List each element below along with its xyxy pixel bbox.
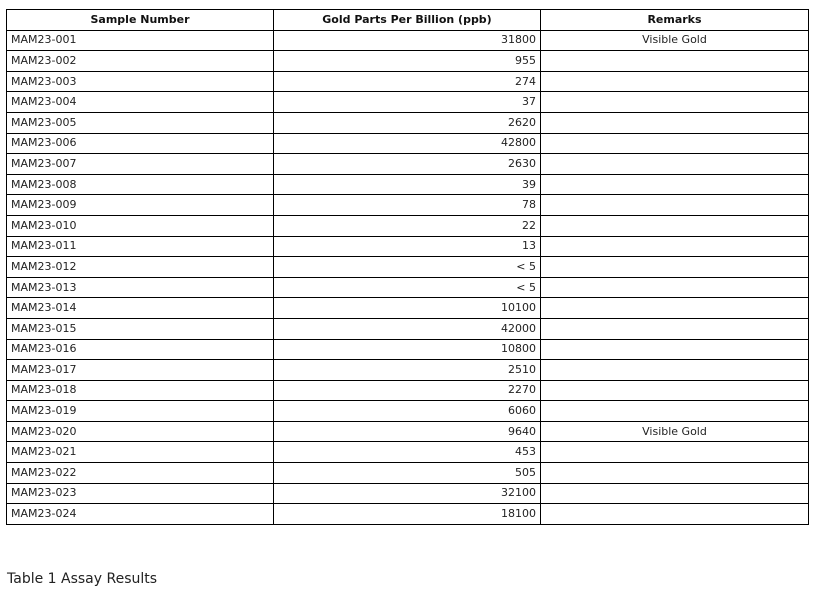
table-row xyxy=(7,112,809,133)
sample-number-cell: MAM23-004 xyxy=(7,92,274,113)
table-header-row xyxy=(7,10,809,31)
sample-number-cell: MAM23-006 xyxy=(7,133,274,154)
remarks-cell xyxy=(541,504,809,525)
sample-number-cell: MAM23-024 xyxy=(7,504,274,525)
remarks-cell xyxy=(541,442,809,463)
gold-ppb-cell: 2270 xyxy=(274,380,541,401)
gold-ppb-cell: 10800 xyxy=(274,339,541,360)
table-row xyxy=(7,71,809,92)
assay-results-table xyxy=(6,9,809,525)
remarks-cell xyxy=(541,463,809,484)
remarks-cell xyxy=(541,339,809,360)
remarks-cell xyxy=(541,71,809,92)
gold-ppb-cell: 955 xyxy=(274,51,541,72)
gold-ppb-cell: < 5 xyxy=(274,277,541,298)
sample-number-cell: MAM23-007 xyxy=(7,154,274,175)
table-row xyxy=(7,504,809,525)
table-row xyxy=(7,30,809,51)
table-row xyxy=(7,154,809,175)
gold-ppb-cell: < 5 xyxy=(274,257,541,278)
remarks-cell xyxy=(541,112,809,133)
remarks-cell xyxy=(541,360,809,381)
gold-ppb-cell: 2620 xyxy=(274,112,541,133)
remarks-cell xyxy=(541,318,809,339)
remarks-cell: Visible Gold xyxy=(541,421,809,442)
sample-number-cell: MAM23-021 xyxy=(7,442,274,463)
gold-ppb-cell: 2510 xyxy=(274,360,541,381)
remarks-cell xyxy=(541,236,809,257)
sample-number-cell: MAM23-011 xyxy=(7,236,274,257)
remarks-cell xyxy=(541,483,809,504)
header-gold-ppb: Gold Parts Per Billion (ppb) xyxy=(274,10,541,31)
table-row xyxy=(7,401,809,422)
table-row xyxy=(7,51,809,72)
sample-number-cell: MAM23-019 xyxy=(7,401,274,422)
gold-ppb-cell: 22 xyxy=(274,215,541,236)
table-row xyxy=(7,463,809,484)
table-row xyxy=(7,339,809,360)
sample-number-cell: MAM23-014 xyxy=(7,298,274,319)
remarks-cell: Visible Gold xyxy=(541,30,809,51)
sample-number-cell: MAM23-002 xyxy=(7,51,274,72)
table-row xyxy=(7,421,809,442)
table-row xyxy=(7,92,809,113)
remarks-cell xyxy=(541,51,809,72)
gold-ppb-cell: 39 xyxy=(274,174,541,195)
gold-ppb-cell: 2630 xyxy=(274,154,541,175)
table-row xyxy=(7,380,809,401)
table-row xyxy=(7,277,809,298)
table-row xyxy=(7,318,809,339)
gold-ppb-cell: 274 xyxy=(274,71,541,92)
sample-number-cell: MAM23-022 xyxy=(7,463,274,484)
table-row xyxy=(7,215,809,236)
gold-ppb-cell: 9640 xyxy=(274,421,541,442)
remarks-cell xyxy=(541,133,809,154)
table-row xyxy=(7,360,809,381)
gold-ppb-cell: 42000 xyxy=(274,318,541,339)
table-row xyxy=(7,174,809,195)
remarks-cell xyxy=(541,92,809,113)
sample-number-cell: MAM23-020 xyxy=(7,421,274,442)
sample-number-cell: MAM23-001 xyxy=(7,30,274,51)
table-row xyxy=(7,257,809,278)
sample-number-cell: MAM23-013 xyxy=(7,277,274,298)
table-row xyxy=(7,483,809,504)
sample-number-cell: MAM23-008 xyxy=(7,174,274,195)
sample-number-cell: MAM23-003 xyxy=(7,71,274,92)
table-row xyxy=(7,195,809,216)
table-body xyxy=(7,30,809,524)
sample-number-cell: MAM23-017 xyxy=(7,360,274,381)
remarks-cell xyxy=(541,257,809,278)
gold-ppb-cell: 42800 xyxy=(274,133,541,154)
sample-number-cell: MAM23-009 xyxy=(7,195,274,216)
gold-ppb-cell: 37 xyxy=(274,92,541,113)
sample-number-cell: MAM23-015 xyxy=(7,318,274,339)
gold-ppb-cell: 31800 xyxy=(274,30,541,51)
gold-ppb-cell: 32100 xyxy=(274,483,541,504)
sample-number-cell: MAM23-018 xyxy=(7,380,274,401)
sample-number-cell: MAM23-016 xyxy=(7,339,274,360)
sample-number-cell: MAM23-023 xyxy=(7,483,274,504)
sample-number-cell: MAM23-010 xyxy=(7,215,274,236)
gold-ppb-cell: 6060 xyxy=(274,401,541,422)
table-row xyxy=(7,442,809,463)
remarks-cell xyxy=(541,380,809,401)
header-remarks: Remarks xyxy=(541,10,809,31)
gold-ppb-cell: 10100 xyxy=(274,298,541,319)
sample-number-cell: MAM23-012 xyxy=(7,257,274,278)
remarks-cell xyxy=(541,215,809,236)
table-row xyxy=(7,236,809,257)
gold-ppb-cell: 18100 xyxy=(274,504,541,525)
table-row xyxy=(7,133,809,154)
remarks-cell xyxy=(541,298,809,319)
sample-number-cell: MAM23-005 xyxy=(7,112,274,133)
gold-ppb-cell: 13 xyxy=(274,236,541,257)
remarks-cell xyxy=(541,195,809,216)
remarks-cell xyxy=(541,401,809,422)
remarks-cell xyxy=(541,154,809,175)
gold-ppb-cell: 78 xyxy=(274,195,541,216)
table-caption: Table 1 Assay Results xyxy=(7,571,158,587)
table-row xyxy=(7,298,809,319)
gold-ppb-cell: 505 xyxy=(274,463,541,484)
gold-ppb-cell: 453 xyxy=(274,442,541,463)
remarks-cell xyxy=(541,277,809,298)
header-sample-number: Sample Number xyxy=(7,10,274,31)
remarks-cell xyxy=(541,174,809,195)
